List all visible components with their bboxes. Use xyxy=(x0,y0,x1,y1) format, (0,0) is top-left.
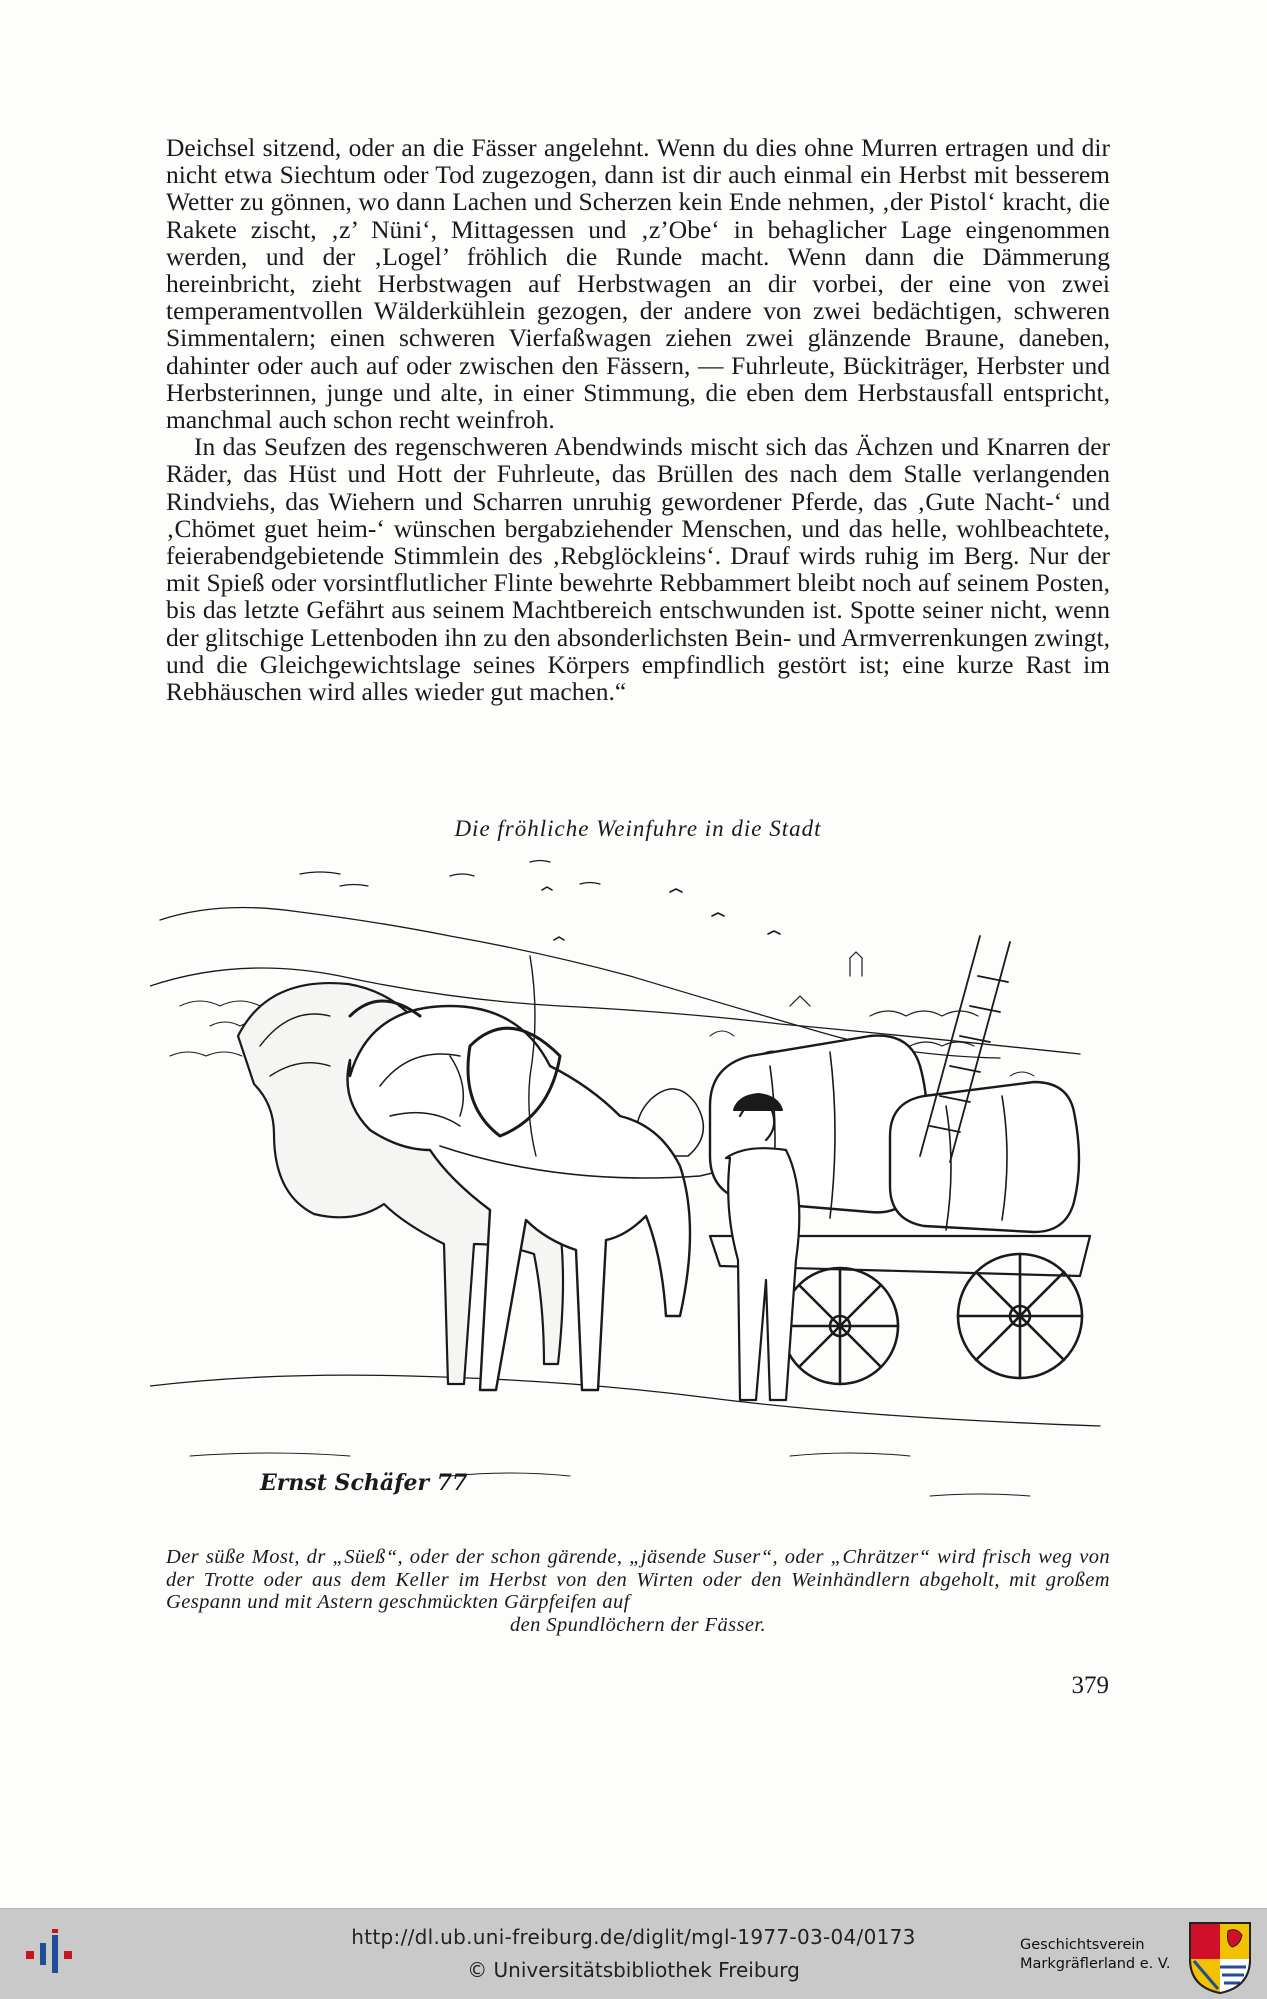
artist-signature: Ernst Schäfer 77 xyxy=(260,1470,468,1496)
society-name-line-2: Markgräflerland e. V. xyxy=(1020,1956,1171,1972)
figure-title: Die fröhliche Weinfuhre in die Stadt xyxy=(454,816,822,841)
paragraph-2: In das Seufzen des regenschweren Abendwinds mischt sich das Ächzen und Knarren der Räder, das Hüst und Hott der Fuhrleute, das Brüllen des nach dem Stalle verlangenden Rindviehs, das Wiehern und Scharren unruhig gewordener Pferde, das ‚Gute Nacht-‘ und ‚Chömet guet heim-‘ wünschen bergabziehender Menschen, und das helle, wohlbeachtete, feierabendgebietende Stimmlein des ‚Rebglöckleins‘. Drauf wirds ruhig im Berg. Nur der mit Spieß oder vorsintflutlicher Flinte bewehrte Rebbammert bleibt noch auf seinem Posten, bis das letzte Gefährt aus seinem Machtbereich entschwunden ist. Spotte seiner nicht, wenn der glitschige Lettenboden ihn zu den absonderlichsten Bein- und Armverrenkungen zwingt, und die Gleichgewichtslage seines Körpers empfindlich gestört ist; eine kurze Rast im Rebhäuschen wird alles wieder gut machen.“ xyxy=(166,432,1110,707)
page-number: 379 xyxy=(1071,1672,1109,1699)
body-text xyxy=(166,134,1110,705)
figure-caption-last-line: den Spundlöchern der Fässer. xyxy=(509,1613,767,1636)
footer-bar xyxy=(0,1908,1267,1999)
document-url[interactable]: http://dl.ub.uni-freiburg.de/diglit/mgl-1977-03-04/0173 xyxy=(351,1925,916,1949)
copyright-notice: © Universitätsbibliothek Freiburg xyxy=(467,1958,800,1982)
society-name-line-1: Geschichtsverein xyxy=(1020,1937,1145,1953)
paragraph-1: Deichsel sitzend, oder an die Fässer angelehnt. Wenn du dies ohne Murren ertragen und dir nicht etwa Siechtum oder Tod zugezogen, dann ist dir auch einmal ein Herbst mit besserem Wetter zu gönnen, wo dann Lachen und Scherzen kein Ende nehmen, ‚der Pistol‘ kracht, die Rakete zischt, ‚z’ Nüni‘, Mittagessen und ‚z’Obe‘ in behaglicher Lage eingenommen werden, und der ‚Logel’ fröhlich die Runde macht. Wenn dann die Dämmerung hereinbricht, zieht Herbstwagen auf Herbstwagen an dir vorbei, der eine von zwei temperamentvollen Wälderkühlein gezogen, der andere von zwei bedächtigen, schweren Simmentalern; einen schweren Vierfaßwagen ziehen zwei glänzende Braune, daneben, dahinter oder auch auf oder zwischen den Fässern, — Fuhrleute, Bückiträger, Herbster und Herbsterinnen, junge und alte, in einer Stimmung, die eben dem Herbstausfall entspricht, manchmal auch schon recht weinfroh. xyxy=(166,133,1110,435)
coat-of-arms-icon[interactable] xyxy=(1188,1921,1252,1995)
society-name xyxy=(1020,1936,1171,1974)
wine-cart-illustration xyxy=(150,856,1110,1536)
figure-caption xyxy=(166,1546,1110,1636)
figure-caption-main: Der süße Most, dr „Süeß“, oder der schon gärende, „jäsende Suser“, oder „Chrätzer“ wird frisch weg von der Trotte oder aus dem Keller im Herbst von den Wirten oder den Weinhändlern abgeholt, mit großem Gespann und mit Astern geschmückten Gärpfeifen auf xyxy=(166,1546,1110,1614)
